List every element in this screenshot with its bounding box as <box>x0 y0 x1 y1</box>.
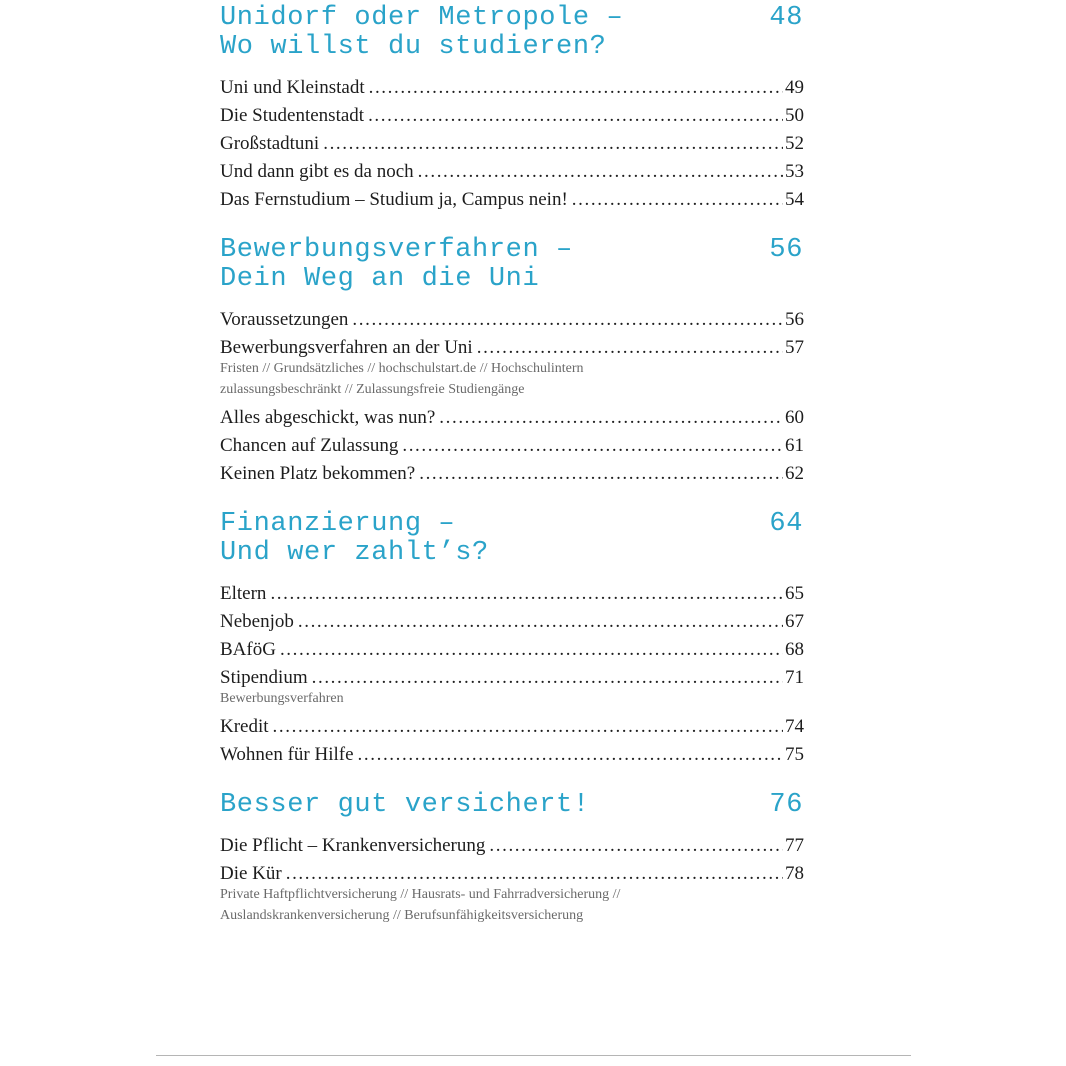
dot-leader <box>352 306 783 334</box>
dot-leader <box>572 186 783 214</box>
dot-leader <box>273 713 783 741</box>
toc-entry-page: 53 <box>785 161 804 182</box>
toc-entry-label: Stipendium <box>220 667 308 688</box>
toc-entry-page: 77 <box>785 835 804 856</box>
chapter-heading <box>220 4 804 62</box>
toc-entry <box>220 130 804 158</box>
toc-entry <box>220 636 804 664</box>
chapter-section <box>220 791 804 926</box>
footer-rule <box>156 1055 911 1056</box>
toc-entry-page: 65 <box>785 583 804 604</box>
toc-entry-label: BAföG <box>220 639 276 660</box>
chapter-page-number: 56 <box>769 235 803 265</box>
toc-entry-subtopics: Bewerbungsverfahren <box>220 691 344 706</box>
toc-entry <box>220 186 804 214</box>
toc-entry-label: Eltern <box>220 583 267 604</box>
toc-entry <box>220 74 804 102</box>
dot-leader <box>439 404 783 432</box>
dot-leader <box>489 832 783 860</box>
chapter-page-number: 76 <box>769 790 803 820</box>
toc-entry <box>220 158 804 186</box>
toc-entry-page: 71 <box>785 667 804 688</box>
toc-entry-label: Das Fernstudium – Studium ja, Campus nein! <box>220 189 568 210</box>
toc-entry-label: Voraussetzungen <box>220 309 349 330</box>
toc-entry-page: 62 <box>785 463 804 484</box>
toc-entry-label: Großstadtuni <box>220 133 320 154</box>
chapter-heading <box>220 791 804 820</box>
toc-entry-subtopics: Fristen // Grundsätzliches // hochschulstart.de // Hochschulintern zulassungsbeschränkt // Zulassungsfreie Studiengänge <box>220 361 584 397</box>
toc-entry-page: 67 <box>785 611 804 632</box>
chapter-section <box>220 510 804 769</box>
toc-entry <box>220 432 804 460</box>
toc-entry <box>220 608 804 636</box>
toc-entry <box>220 713 804 741</box>
toc-entry-page: 52 <box>785 133 804 154</box>
dot-leader <box>323 130 783 158</box>
dot-leader <box>368 102 783 130</box>
toc-entry-page: 75 <box>785 744 804 765</box>
chapter-title: Unidorf oder Metropole – Wo willst du studieren? <box>220 3 624 62</box>
toc-entry-page: 61 <box>785 435 804 456</box>
toc-entry-page: 54 <box>785 189 804 210</box>
dot-leader <box>369 74 783 102</box>
toc-entry <box>220 102 804 130</box>
dot-leader <box>402 432 783 460</box>
chapter-page-number: 64 <box>769 509 803 539</box>
chapter-page-number: 48 <box>769 3 803 33</box>
toc-entry-page: 49 <box>785 77 804 98</box>
toc-entry <box>220 306 804 334</box>
toc-entry-label: Die Kür <box>220 863 282 884</box>
toc-entry-label: Chancen auf Zulassung <box>220 435 399 456</box>
toc-entry-page: 78 <box>785 863 804 884</box>
toc-entry-page: 56 <box>785 309 804 330</box>
toc-entry <box>220 741 804 769</box>
chapter-section <box>220 4 804 214</box>
toc-entry-page: 60 <box>785 407 804 428</box>
toc-entry <box>220 580 804 608</box>
toc-entry-page: 68 <box>785 639 804 660</box>
chapter-heading <box>220 510 804 568</box>
toc-entry-label: Wohnen für Hilfe <box>220 744 354 765</box>
table-of-contents <box>220 4 804 930</box>
toc-entry-page: 74 <box>785 716 804 737</box>
toc-entry-label: Die Pflicht – Krankenversicherung <box>220 835 486 856</box>
chapter-title: Finanzierung – Und wer zahlt’s? <box>220 509 489 568</box>
toc-entry-label: Die Studentenstadt <box>220 105 365 126</box>
toc-entry-label: Uni und Kleinstadt <box>220 77 365 98</box>
dot-leader <box>298 608 783 636</box>
toc-entry-label: Alles abgeschickt, was nun? <box>220 407 436 428</box>
toc-entry-label: Kredit <box>220 716 269 737</box>
toc-entry-subtopics: Private Haftpflichtversicherung // Hausrats- und Fahrradversicherung // Auslandskrankenversicherung // Berufsunfähigkeitsversicherung <box>220 887 621 923</box>
toc-entry-page: 57 <box>785 337 804 358</box>
dot-leader <box>312 664 783 692</box>
toc-entry <box>220 460 804 488</box>
dot-leader <box>358 741 783 769</box>
toc-entry <box>220 832 804 860</box>
chapter-heading <box>220 236 804 294</box>
chapter-title: Besser gut versichert! <box>220 790 590 820</box>
dot-leader <box>270 580 783 608</box>
dot-leader <box>418 158 783 186</box>
chapter-title: Bewerbungsverfahren – Dein Weg an die Uni <box>220 235 573 294</box>
toc-entry <box>220 404 804 432</box>
chapter-section <box>220 236 804 488</box>
toc-entry-page: 50 <box>785 105 804 126</box>
toc-entry-label: Keinen Platz bekommen? <box>220 463 416 484</box>
dot-leader <box>280 636 783 664</box>
toc-entry-label: Bewerbungsverfahren an der Uni <box>220 337 473 358</box>
toc-entry-label: Und dann gibt es da noch <box>220 161 414 182</box>
dot-leader <box>419 460 783 488</box>
toc-entry-label: Nebenjob <box>220 611 294 632</box>
